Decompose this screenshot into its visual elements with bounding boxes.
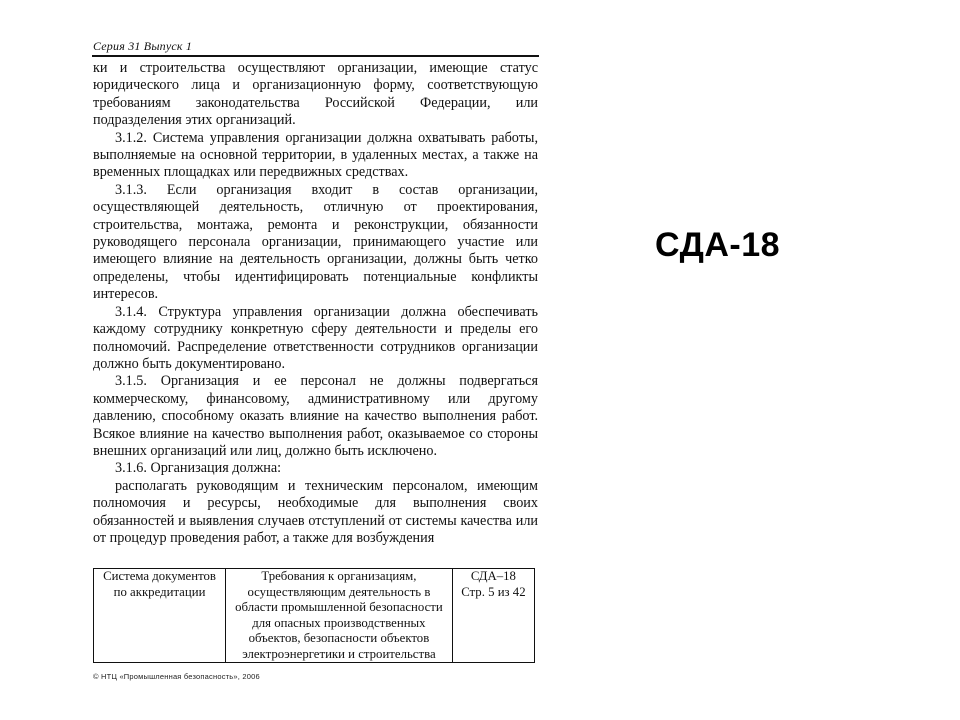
series-header: Серия 31 Выпуск 1 <box>93 39 193 53</box>
body-text <box>93 60 538 547</box>
footer-table <box>93 568 535 663</box>
paragraph-3-1-2: 3.1.2. Система управления организации должна охватывать работы, выполняемые на основной территории, в удаленных местах, а также на временных площадках или передвижных средствах. <box>93 129 538 181</box>
paragraph-continuation: ки и строительства осуществляют организации, имеющие статус юридического лица и организационную форму, соответствующую требованиям законодательства Российской Федерации, или подразделения этих организаций. <box>93 60 538 129</box>
paragraph-3-1-4: 3.1.4. Структура управления организации должна обеспечивать каждому сотруднику конкретную сферу деятельности и пределы его полномочий. Распределение ответственности сотрудников организации должно быть документировано. <box>93 303 538 372</box>
header-rule <box>92 55 539 57</box>
footer-page-number: Стр. 5 из 42 <box>461 584 526 599</box>
paragraph-3-1-6: 3.1.6. Организация должна: <box>115 460 282 477</box>
footer-title-cell: Требования к организациям, осуществляющим деятельность в области промышленной безопасности для опасных производственных объектов, безопасности объектов электроэнергетики и строительства <box>226 569 453 663</box>
paragraph-resources: располагать руководящим и техническим персоналом, имеющим полномочия и ресурсы, необходимые для выполнения своих обязанностей и выявления случаев отступлений от системы качества или от процедур проведения работ, а также для возбуждения <box>93 477 538 546</box>
paragraph-3-1-3: 3.1.3. Если организация входит в состав организации, осуществляющей деятельность, отличную от проектирования, строительства, монтажа, ремонта и реконструкции, обязанности руководящего персонала организации, принимающего участие или имеющего влияние на деятельность организации, должны быть четко определены, чтобы идентифицировать потенциальные конфликты интересов. <box>93 181 538 303</box>
paragraph-3-1-5: 3.1.5. Организация и ее персонал не должны подвергаться коммерческому, финансовому, административному или другому давлению, способному оказать влияние на качество выполнения работ. Всякое влияние на качество выполнения работ, оказываемое со стороны внешних организаций или лиц, должно быть исключено. <box>93 373 538 459</box>
footer-code-cell <box>452 569 534 663</box>
copyright-line: © НТЦ «Промышленная безопасность», 2006 <box>93 672 260 681</box>
document-code-label: СДА-18 <box>655 226 781 264</box>
footer-code: СДА–18 <box>470 569 516 583</box>
footer-system-cell: Система документов по аккредитации <box>94 569 226 663</box>
footer-row <box>94 569 535 663</box>
